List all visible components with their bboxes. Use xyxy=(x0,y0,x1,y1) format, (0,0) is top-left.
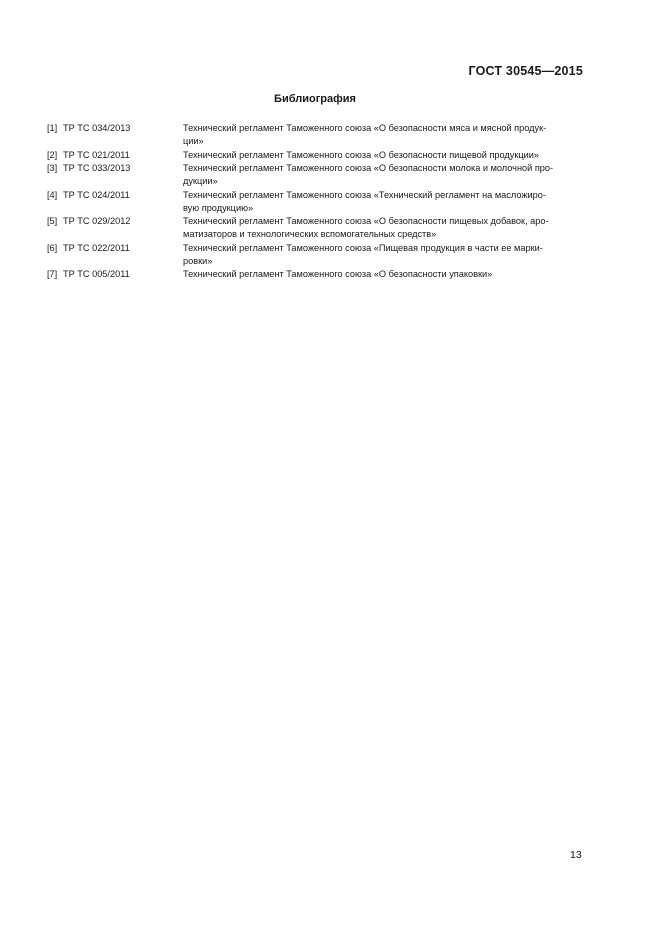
entry-text-line: Технический регламент Таможенного союза «О безопасности пищевых добавок, аро- xyxy=(183,216,549,226)
bibliography-entry xyxy=(47,268,587,281)
entry-text xyxy=(183,162,587,188)
entry-text-line: Технический регламент Таможенного союза «О безопасности упаковки» xyxy=(183,269,493,279)
entry-text xyxy=(183,215,587,241)
bibliography-entry xyxy=(47,189,587,215)
bibliography-entry xyxy=(47,242,587,268)
entry-text-line: Технический регламент Таможенного союза «О безопасности пищевой продукции» xyxy=(183,149,540,160)
entry-number: [1] xyxy=(47,123,58,133)
standard-header: ГОСТ 30545—2015 xyxy=(468,64,583,78)
entry-text xyxy=(183,268,587,281)
entry-code: ТР ТС 024/2011 xyxy=(63,189,130,200)
bibliography-entry xyxy=(47,162,587,188)
entry-text xyxy=(183,242,587,268)
page-title: Библиография xyxy=(274,93,356,105)
entry-text-line: дукции» xyxy=(183,176,218,186)
entry-text-line: Технический регламент Таможенного союза «О безопасности мяса и мясной продук- xyxy=(183,123,547,133)
entry-text-line: Технический регламент Таможенного союза «Технический регламент на масложиро- xyxy=(183,189,546,200)
entry-number: [6] xyxy=(47,242,58,253)
entry-number: [4] xyxy=(47,189,58,200)
entry-text xyxy=(183,122,587,148)
entry-text-line: ровки» xyxy=(183,255,213,266)
bibliography-list xyxy=(47,122,587,282)
entry-text-line: ции» xyxy=(183,136,204,146)
bibliography-entry xyxy=(47,122,587,148)
entry-code: ТР ТС 021/2011 xyxy=(63,149,130,160)
entry-code: ТР ТС 033/2013 xyxy=(63,163,131,173)
entry-code: ТР ТС 022/2011 xyxy=(63,242,130,253)
bibliography-entry xyxy=(47,215,587,241)
entry-text-line: Технический регламент Таможенного союза «Пищевая продукция в части ее марки- xyxy=(183,242,543,253)
entry-text xyxy=(183,149,587,162)
entry-text-line: Технический регламент Таможенного союза «О безопасности молока и молочной про- xyxy=(183,163,554,173)
entry-text-line: вую продукцию» xyxy=(183,202,254,213)
entry-number: [2] xyxy=(47,149,58,160)
entry-code: ТР ТС 005/2011 xyxy=(63,269,130,279)
entry-number: [7] xyxy=(47,269,58,279)
entry-number: [3] xyxy=(47,163,58,173)
entry-code: ТР ТС 034/2013 xyxy=(63,123,131,133)
page-number: 13 xyxy=(570,849,582,861)
entry-code: ТР ТС 029/2012 xyxy=(63,216,131,226)
entry-text xyxy=(183,189,587,215)
bibliography-entry xyxy=(47,149,587,162)
entry-number: [5] xyxy=(47,216,58,226)
entry-text-line: матизаторов и технологических вспомогательных средств» xyxy=(183,229,437,239)
